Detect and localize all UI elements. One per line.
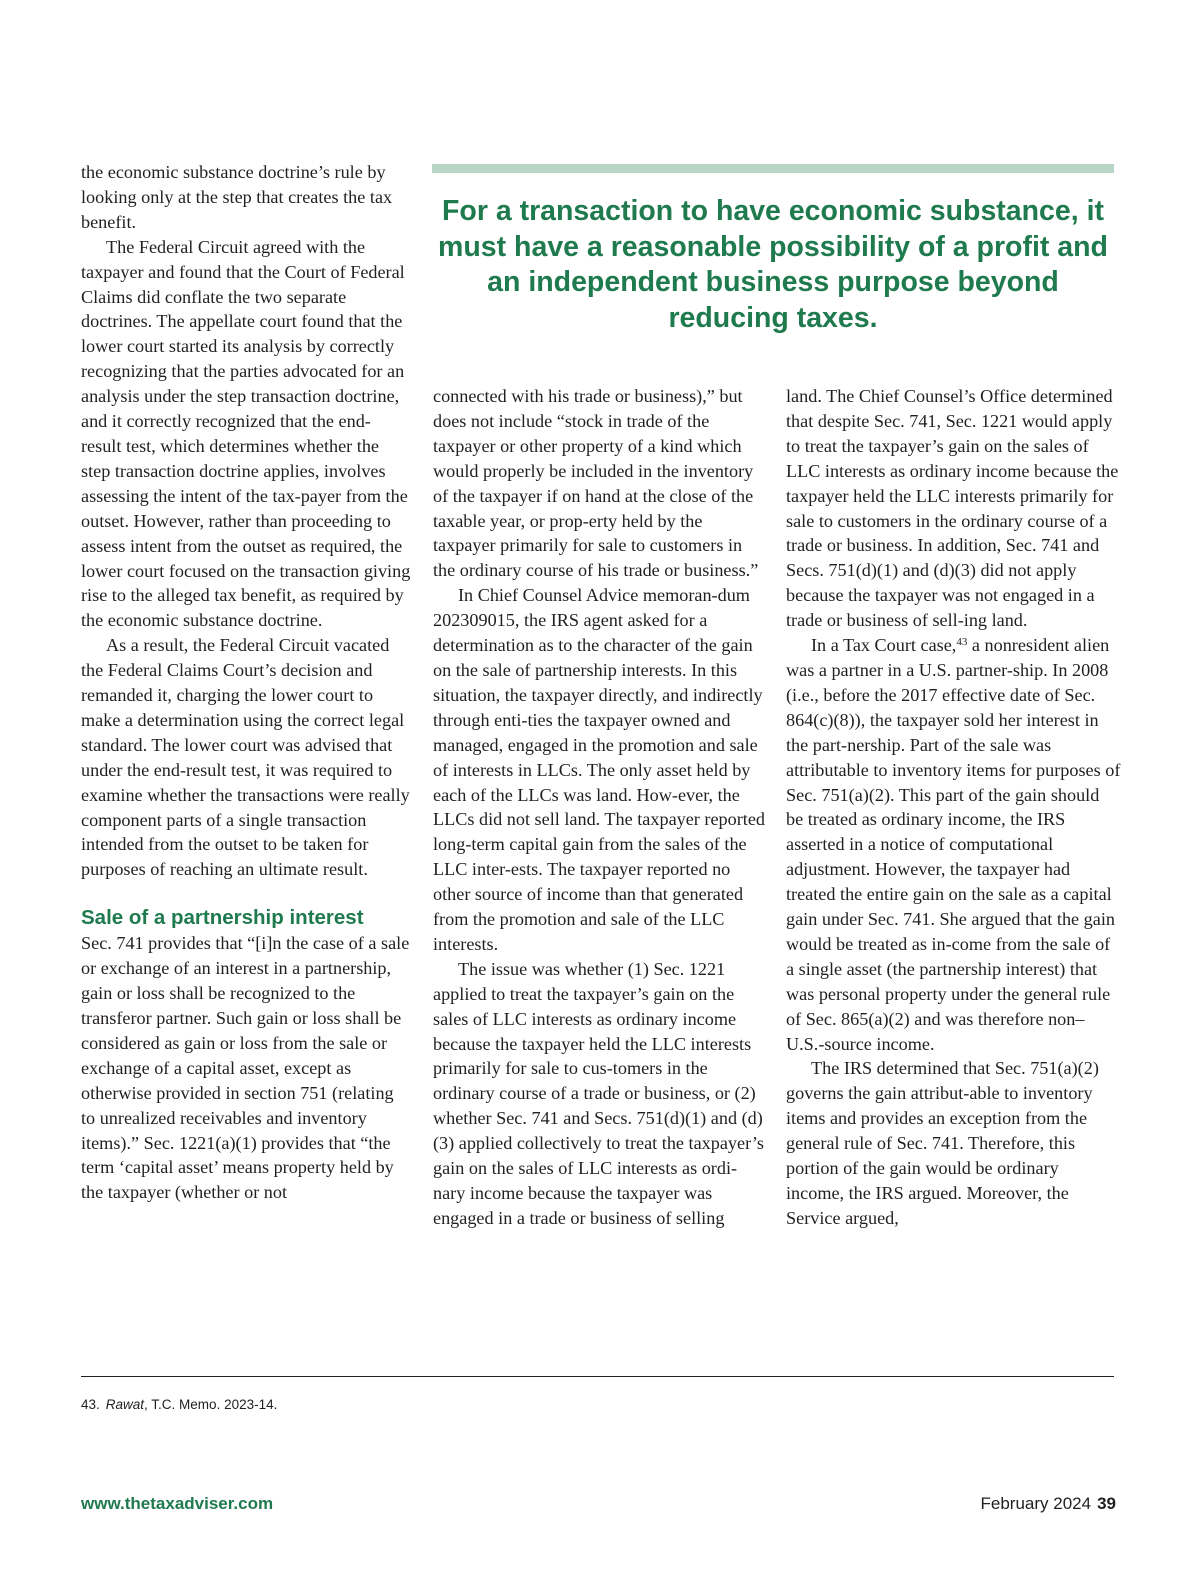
footnote-divider [81,1376,1114,1377]
footnote-case-name: Rawat [105,1397,145,1412]
page-number: 39 [1097,1494,1116,1513]
footnote-citation: , T.C. Memo. 2023-14. [144,1397,278,1412]
pullquote-rule [432,164,1114,173]
article-column-2 [433,384,768,1231]
paragraph: The issue was whether (1) Sec. 1221 applied to treat the taxpayer’s gain on the sales of LLC interests as ordinary income because the taxpayer held the LLC interests primarily for sale to cus-tomers in the ordinary course of a trade or business, or (2) whether Sec. 741 and Secs. 751(d)(1) and (d)(3) applied collectively to treat the taxpayer’s gain on the sales of LLC interests as ordi-nary income because the taxpayer was engaged in a trade or business of selling [433,958,764,1228]
paragraph: the economic substance doctrine’s rule by looking only at the step that creates the tax benefit. [81,162,393,232]
footer-date: February 2024 [980,1494,1092,1513]
paragraph-text: In a Tax Court case, [811,635,957,656]
article-column-3 [786,384,1121,1231]
paragraph: In Chief Counsel Advice memoran-dum 202309015, the IRS agent asked for a determination as to the character of the gain on the sale of partnership interests. In this situation, the taxpayer directly, and indirectly through enti-ties the taxpayer owned and managed, engaged in the promotion and sale of interests in LLCs. The only asset held by each of the LLCs was land. How-ever, the LLCs did not sell land. The taxpayer reported long-term capital gain from the sales of the LLC inter-ests. The taxpayer reported no other source of income than that generated from the promotion and sale of the LLC interests. [433,585,766,954]
footnote-number: 43. [81,1397,100,1412]
footnote [81,1397,277,1412]
pullquote: For a transaction to have economic substance, it must have a reasonable possibility of a profit and an independent business purpose beyond reducing taxes. [438,195,1108,334]
paragraph: As a result, the Federal Circuit vacated the Federal Claims Court’s decision and remanded it, charging the lower court to make a determination using the correct legal standard. The lower court was advised that under the end-result test, it was required to examine whether the transactions were really component parts of a single transaction intended from the outset to be taken for purposes of reaching an ultimate result. [81,635,410,880]
footnote-reference[interactable]: 43 [956,636,968,649]
paragraph [786,633,1121,1056]
section-heading: Sale of a partnership interest [81,906,364,930]
paragraph: The IRS determined that Sec. 751(a)(2) governs the gain attribut-able to inventory items and provides an exception from the general rule of Sec. 741. Therefore, this portion of the gain would be ordinary income, the IRS argued. Moreover, the Service argued, [786,1058,1099,1228]
paragraph-text: a nonresident alien was a partner in a U.S. partner-ship. In 2008 (i.e., before the 2017 effective date of Sec. 864(c)(8)), the taxpayer sold her interest in the part-nership. Part of the sale was attributable to inventory items for purposes of Sec. 751(a)(2). This part of the gain should be treated as ordinary income, the IRS asserted in a notice of computational adjustment. However, the taxpayer had treated the entire gain on the sale as a capital gain under Sec. 741. She argued that the gain would be treated as in-come from the sale of a single asset (the partnership interest) that was personal property under the general rule of Sec. 865(a)(2) and was therefore non–U.S.-source income. [786,635,1121,1054]
paragraph: land. The Chief Counsel’s Office determined that despite Sec. 741, Sec. 1221 would apply to treat the taxpayer’s gain on the sales of LLC interests as ordinary income because the taxpayer held the LLC interests primarily for sale to customers in the ordinary course of a trade or business. In addition, Sec. 741 and Secs. 751(d)(1) and (d)(3) did not apply because the taxpayer was not engaged in a trade or business of sell-ing land. [786,386,1119,631]
article-column-1 [81,160,411,1205]
footer-issue-info [981,1494,1117,1514]
paragraph: Sec. 741 provides that “[i]n the case of a sale or exchange of an interest in a partnership, gain or loss shall be recognized to the transferor partner. Such gain or loss shall be considered as gain or loss from the sale or exchange of a capital asset, except as otherwise provided in section 751 (relating to unrealized receivables and inventory items).” Sec. 1221(a)(1) provides that “the term ‘capital asset’ means property held by the taxpayer (whether or not [81,933,410,1203]
paragraph: connected with his trade or business),” but does not include “stock in trade of the taxpayer or other property of a kind which would properly be included in the inventory of the taxpayer if on hand at the close of the taxable year, or prop-erty held by the taxpayer primarily for sale to customers in the ordinary course of his trade or business.” [433,386,759,581]
footer-website-link[interactable]: www.thetaxadviser.com [81,1494,274,1513]
paragraph: The Federal Circuit agreed with the taxpayer and found that the Court of Federal Claims did conflate the two separate doctrines. The appellate court found that the lower court started its analysis by correctly recognizing that the parties advocated for an analysis under the step transaction doctrine, and it correctly recognized that the end-result test, which determines whether the step transaction doctrine applies, involves assessing the intent of the tax-payer from the outset. However, rather than proceeding to assess intent from the outset as required, the lower court focused on the transaction giving rise to the alleged tax benefit, as required by the economic substance doctrine. [81,236,411,631]
